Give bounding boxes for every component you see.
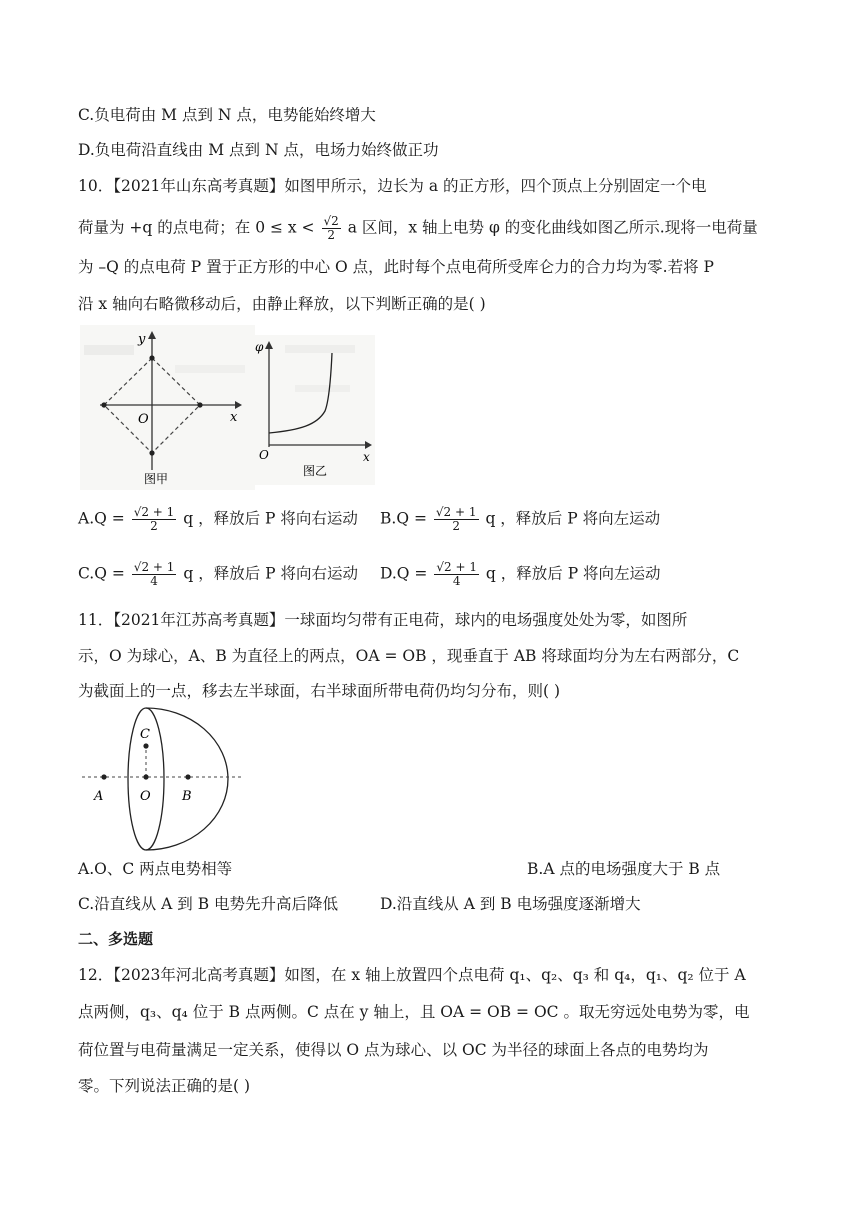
q10-stem-line4: 沿 x 轴向右略微移动后，由静止释放，以下判断正确的是( )	[78, 295, 486, 313]
q10-option-c	[78, 561, 358, 588]
q10-option-c-den: 4	[150, 574, 158, 588]
q10-option-d-num: √2 + 1	[436, 560, 477, 574]
q10-option-d-den: 4	[452, 574, 461, 588]
q10-fraction-den: 2	[327, 228, 335, 242]
q10-stem-line3: 为 –Q 的点电荷 P 置于正方形的中心 O 点，此时每个点电荷所受库仑力的合力均为零.若将 P	[78, 258, 714, 276]
q11-option-b: B.A 点的电场强度大于 B 点	[527, 860, 721, 878]
q10-option-a	[78, 506, 358, 533]
q10-option-c-num: √2 + 1	[133, 560, 175, 574]
q12-stem-line1: 12．【2023年河北高考真题】如图，在 x 轴上放置四个点电荷 q₁、q₂、q₃ 和 q₄，q₁、q₂ 位于 A	[78, 966, 746, 984]
q10-figure-yi	[255, 335, 375, 485]
q10-option-a-num: √2 + 1	[133, 505, 175, 519]
fig-jia-y-label: y	[138, 332, 146, 347]
fig-yi-phi-label: φ	[255, 340, 264, 354]
q10-option-c-prefix: C.Q =	[78, 564, 125, 583]
q10-option-b	[380, 506, 660, 533]
q10-option-a-suffix: q ，释放后 P 将向右运动	[183, 509, 358, 528]
q10-option-d	[380, 561, 661, 588]
q10-option-a-frac	[132, 506, 177, 533]
q9-option-c: C.负电荷由 M 点到 N 点，电势能始终增大	[78, 106, 376, 124]
q10-option-d-prefix: D.Q =	[380, 564, 428, 583]
q10-stem-line2-a: 荷量为 +q 的点电荷；在 0 ≤ x <	[78, 218, 315, 237]
q11-hemisphere-figure	[80, 706, 245, 851]
q10-stem-line1: 10．【2021年山东高考真题】如图甲所示，边长为 a 的正方形，四个顶点上分别固定一个电	[78, 177, 707, 195]
q10-option-a-den: 2	[150, 519, 158, 533]
q11-option-c: C.沿直线从 A 到 B 电势先升高后降低	[78, 895, 339, 913]
section-heading-multiple-choice: 二、多选题	[78, 930, 154, 948]
q10-option-a-prefix: A.Q =	[78, 509, 125, 528]
q10-option-b-frac	[434, 506, 479, 533]
fig-yi-caption: 图乙	[303, 464, 328, 478]
fig-yi-x-label: x	[363, 450, 370, 464]
q10-option-b-num: √2 + 1	[435, 505, 477, 519]
fig-point-c: C	[140, 727, 150, 742]
q10-option-c-suffix: q ，释放后 P 将向右运动	[183, 564, 358, 583]
q11-stem-line2: 示，O 为球心，A、B 为直径上的两点，OA = OB ，现垂直于 AB 将球面均分为左右两部分，C	[78, 647, 740, 665]
q11-stem-line1: 11．【2021年江苏高考真题】一球面均匀带有正电荷，球内的电场强度处处为零，如图所	[78, 611, 688, 629]
q10-option-b-den: 2	[452, 519, 461, 533]
q10-stem-line2	[78, 215, 758, 242]
q10-option-b-suffix: q ，释放后 P 将向左运动	[485, 509, 661, 528]
fig-point-b: B	[182, 789, 192, 804]
q11-option-a: A.O、C 两点电势相等	[78, 860, 233, 878]
fig-jia-origin-label: O	[138, 412, 149, 427]
q9-option-d: D.负电荷沿直线由 M 点到 N 点，电场力始终做正功	[78, 141, 439, 159]
q10-figure-jia	[80, 325, 255, 490]
fig-jia-x-label: x	[230, 410, 238, 425]
fig-yi-origin-label: O	[259, 448, 269, 462]
q10-fraction	[322, 215, 341, 242]
fig-jia-caption: 图甲	[144, 472, 169, 486]
fig-point-o: O	[140, 789, 151, 804]
q12-stem-line4: 零。下列说法正确的是( )	[78, 1077, 251, 1095]
q11-stem-line3: 为截面上的一点，移去左半球面，右半球面所带电荷仍均匀分布，则( )	[78, 682, 561, 700]
q10-option-c-frac	[132, 561, 177, 588]
q12-stem-line2: 点两侧，q₃、q₄ 位于 B 点两侧。C 点在 y 轴上，且 OA = OB = OC 。取无穷远处电势为零，电	[78, 1003, 750, 1021]
q11-option-d: D.沿直线从 A 到 B 电场强度逐渐增大	[380, 895, 641, 913]
fig-point-a: A	[94, 789, 104, 804]
q10-fraction-num: √2	[323, 214, 339, 228]
q10-option-d-frac	[434, 561, 479, 588]
q10-option-d-suffix: q ，释放后 P 将向左运动	[485, 564, 661, 583]
q12-stem-line3: 荷位置与电荷量满足一定关系，使得以 O 点为球心、以 OC 为半径的球面上各点的电势均为	[78, 1041, 709, 1059]
q10-stem-line2-b: a 区间，x 轴上电势 φ 的变化曲线如图乙所示.现将一电荷量	[347, 218, 758, 237]
q10-option-b-prefix: B.Q =	[380, 509, 427, 528]
